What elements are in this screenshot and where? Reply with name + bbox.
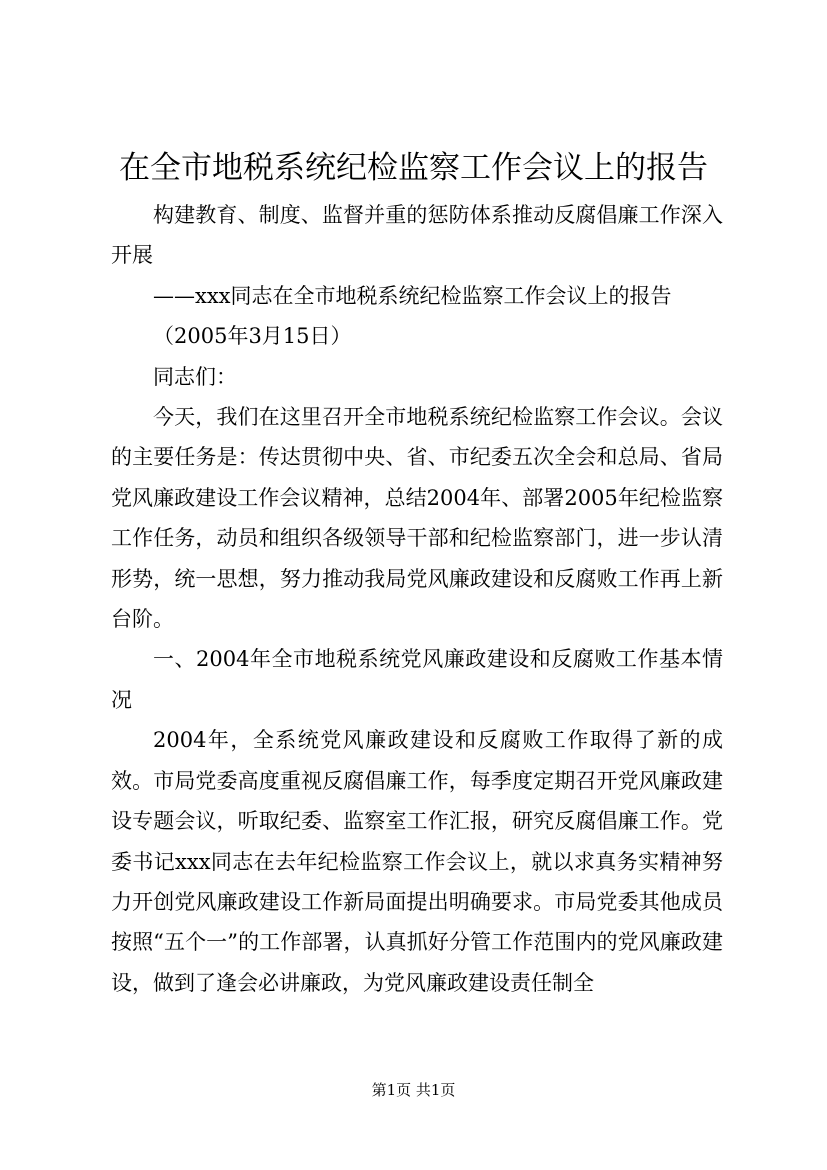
document-byline: ——xxx同志在全市地税系统纪检监察工作会议上的报告	[153, 283, 672, 308]
paragraph-summary: 2004年，全系统党风廉政建设和反腐败工作取得了新的成效。市局党委高度重视反腐倡廉工作，每季度定期召开党风廉政建设专题会议，听取纪委、监察室工作汇报，研究反腐倡廉工作。党委书记xxx同志在去年纪检监察工作会议上，就以求真务实精神努力开创党风廉政建设工作新局面提出明确要求。市局党委其他成员按照“五个一”的工作部署，认真抓好分管工作范围内的党风廉政建设，做到了逢会必讲廉政，为党风廉政建设责任制全	[111, 728, 723, 995]
paragraph-intro: 今天，我们在这里召开全市地税系统纪检监察工作会议。会议的主要任务是：传达贯彻中央、省、市纪委五次全会和总局、省局党风廉政建设工作会议精神，总结2004年、部署2005年纪检监察工作任务，动员和组织各级领导干部和纪检监察部门，进一步认清形势，统一思想，努力推动我局党风廉政建设和反腐败工作再上新台阶。	[111, 405, 723, 632]
document-body	[111, 195, 723, 1003]
document-subtitle: 构建教育、制度、监督并重的惩防体系推动反腐倡廉工作深入开展	[111, 203, 723, 268]
document-title: 在全市地税系统纪检监察工作会议上的报告	[119, 150, 708, 186]
document-date: （2005年3月15日）	[153, 324, 352, 349]
page-footer: 第1页 共1页	[371, 1081, 456, 1099]
salutation: 同志们：	[153, 364, 237, 389]
section-heading: 一、2004年全市地税系统党风廉政建设和反腐败工作基本情况	[111, 647, 723, 712]
